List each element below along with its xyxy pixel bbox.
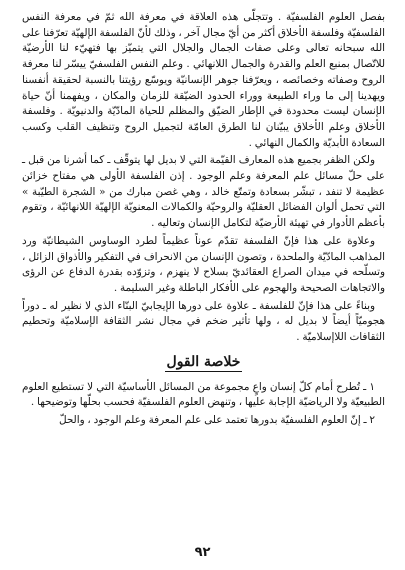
section-heading	[22, 352, 385, 372]
paragraph: ولكن الظفر بجميع هذه المعارف القيّمة التي لا بديل لها يتوقّف ـ كما أشرنا من قبل ـ على حلّ مسائل علم المعرفة وعلم الوجود . إذن الفلسفة الأولى هي مفتاح خزائن عظيمة لا تنفد ، تبشّر بسعادة وتمتّع خالد ، وهي غصن مبارك من « الشجرة الطيّبة » التي تحمل ألوان الفضائل العقليّة والروحيّة والكمالات المعنويّة الإلهيّة اللانهائيّة ، وتقوم بأعظم الأدوار في تهيئة الأرضيّة لتكامل الإنسان وتعاليه .	[22, 154, 385, 230]
section-heading-text: خلاصة القول	[166, 353, 241, 370]
page-number: ٩٢	[194, 545, 211, 560]
summary-item: ٢ ـ إنّ العلوم الفلسفيّة بدورها تعتمد على علم المعرفة وعلم الوجود ، والحلّ	[58, 414, 375, 427]
paragraph: وبناءً على هذا فإنّ للفلسفة ـ علاوة على دورها الإيجابيّ البنّاء الذي لا نظير له ـ دوراً هجوميّاً أيضاً لا بديل له ، ولها تأثير ضخم في مجال نشر الثقافة الإسلاميّة وتحطيم الثقافات اللاإسلاميّة .	[22, 299, 385, 344]
paragraph: وعلاوة على هذا فإنّ الفلسفة تقدّم عوناً عظيماً لطرد الوساوس الشيطانيّة ورد المذاهب المادّيّة والملحدة ، وتصون الإنسان من الانحراف في التفكير والأذواق الزائل ، وتسلّحه في ميدان الصراع العقائديّ بسلاح لا ينهزم ، وتزوّده بقدرة الدفاع عن الرؤى والاتجاهات الصحيحة والهجوم على الأفكار الباطلة وغير السليمة .	[22, 234, 385, 294]
body-text	[22, 10, 385, 346]
summary-text	[22, 380, 385, 429]
summary-item: ١ ـ تُطرح أمام كلّ إنسان واعٍ مجموعة من المسائل الأساسيّة التي لا تستطيع العلوم الطبيعيّة ولا الرياضيّة الإجابة عليها ، وتنهض العلوم الفلسفيّة فحسب بحلّها وتوضيحها .	[22, 380, 385, 409]
paragraph: بفصل العلوم الفلسفيّة . وتتجلّى هذه العلاقة في معرفة الله ثمّ في معرفة النفس الفلسفيّة وفلسفة الأخلاق أكثر من أيّ مجال آخر ، وذلك لأنّ الفلسفة الإلهيّة تعرّفنا على الله سبحانه تعالى وعلى صفات الجمال والجلال التي يتميّز بها فتهيّء لنا الأرضيّة للاتّصال بمنبع العلم والقدرة والجمال اللانهائي . وعلم النفس الفلسفيّ ييسّر لنا معرفة الروح وصفاته وخصائصه ، ويعرّفنا جوهر الإنسانيّة ويوسّع رؤيتنا بالنسبة لحقيقة أنفسنا ويهدينا إلى ما وراء الطبيعة ووراء الحدود الضيّقة للزمان والمكان ، ويفهمنا أنّ حياة الإنسان ليست محدودة في الإطار الضيّق والمظلم للحياة المادّيّة والدنيويّة . وفلسفة الأخلاق وعلم الأخلاق يبيّنان لنا الطرق العامّة لتجميل الروح وتنظيف القلب وكسب السعادة الأبديّة والكمال النهائي .	[22, 11, 385, 149]
